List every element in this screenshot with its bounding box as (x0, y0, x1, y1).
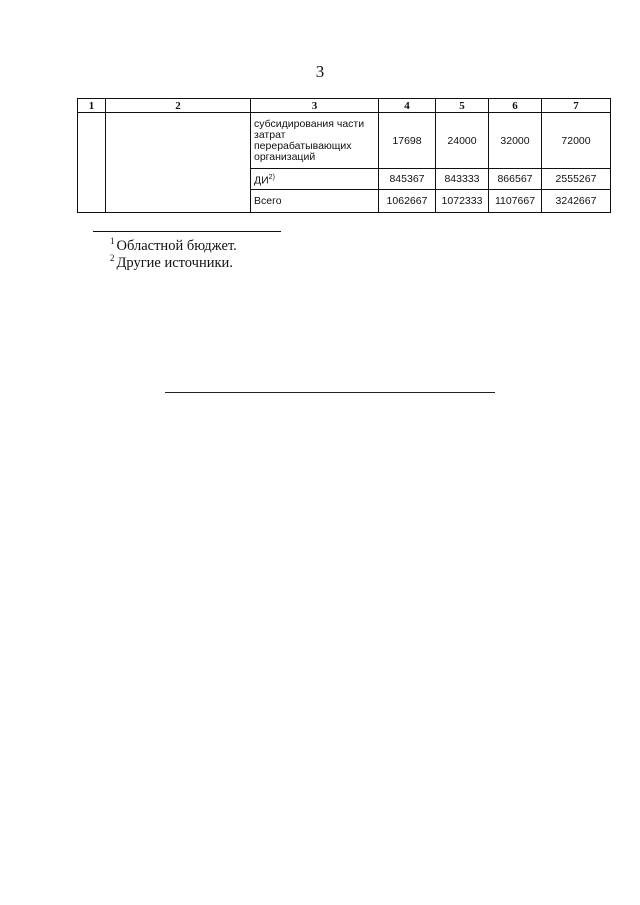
table-cell: 1107667 (489, 190, 542, 213)
table-header-row (78, 99, 611, 113)
table-row (78, 113, 611, 169)
column-header: 7 (542, 99, 611, 113)
end-divider (165, 392, 495, 393)
table-cell: 17698 (379, 113, 436, 169)
footnote-text: Областной бюджет. (116, 238, 237, 254)
table-cell: 32000 (489, 113, 542, 169)
column-header: 3 (251, 99, 379, 113)
footnote-divider (93, 231, 281, 232)
footnote-mark: 1 (110, 236, 115, 246)
table-cell: 3242667 (542, 190, 611, 213)
table-cell: 1072333 (436, 190, 489, 213)
column-header: 1 (78, 99, 106, 113)
footnote-text: Другие источники. (116, 255, 233, 271)
row-label: ДИ$^{2)}$ (251, 169, 379, 190)
page-number: 3 (315, 62, 325, 81)
column-header: 2 (106, 99, 251, 113)
column-header: 5 (436, 99, 489, 113)
row-label: Всего (251, 190, 379, 213)
table-cell: 843333 (436, 169, 489, 190)
column-header: 4 (379, 99, 436, 113)
table-cell: 866567 (489, 169, 542, 190)
footnote-ref: 2) (268, 173, 275, 181)
row-label: субсидирования части затрат перерабатывающих организаций (251, 113, 379, 169)
table-cell: 72000 (542, 113, 611, 169)
table-cell: 1062667 (379, 190, 436, 213)
table-cell: 2555267 (542, 169, 611, 190)
table-cell: 845367 (379, 169, 436, 190)
budget-table (77, 98, 611, 213)
column-header: 6 (489, 99, 542, 113)
table-cell-empty (78, 113, 106, 213)
table-cell-empty (106, 113, 251, 213)
table-cell: 24000 (436, 113, 489, 169)
footnote-mark: 2 (110, 253, 115, 263)
footnote (110, 250, 233, 271)
